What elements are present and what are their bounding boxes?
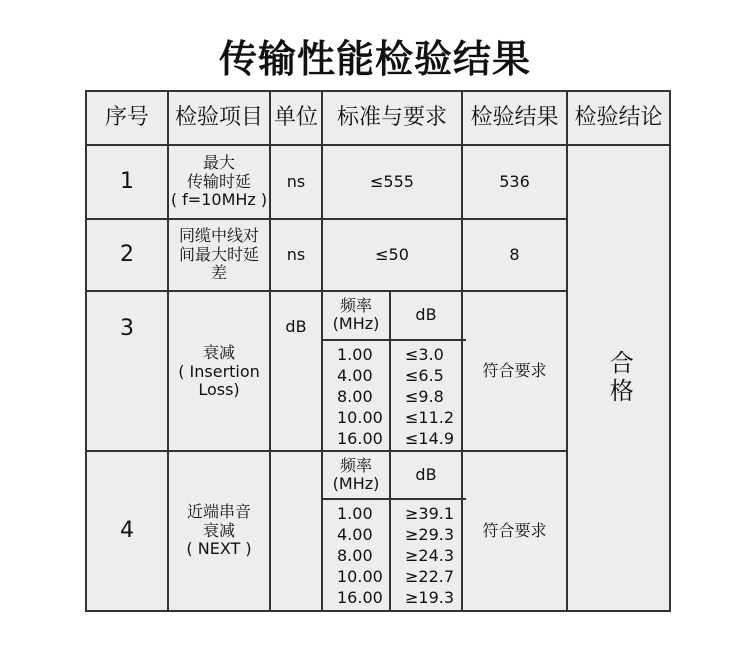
row1-item [169, 146, 269, 218]
freq-value: 4.00 [337, 525, 373, 544]
row1-no: 1 [120, 169, 134, 195]
conclusion-text: 合格 [605, 350, 634, 406]
freq-value: 10.00 [337, 407, 383, 427]
limit-value: ≤3.0 [405, 344, 444, 364]
limit-value: ≥39.1 [405, 504, 455, 523]
freq-value: 4.00 [337, 365, 373, 385]
freq-header-line: 频率 [339, 455, 372, 475]
grid-line [321, 339, 466, 341]
row3-limit-list [391, 342, 461, 450]
row2-item [169, 220, 269, 290]
test-results-table [85, 90, 671, 612]
limit-value: ≤6.5 [405, 365, 444, 385]
freq-value: 8.00 [337, 546, 373, 565]
row2-item-line: 差 [210, 263, 227, 283]
row3-item [169, 332, 269, 412]
row2-standard: ≤50 [375, 244, 409, 264]
row3-freq-header [323, 292, 389, 338]
limit-value: ≤14.9 [405, 428, 455, 448]
limit-value: ≤9.8 [405, 386, 444, 406]
header-unit: 单位 [273, 105, 318, 131]
row1-item-line: 最大 [202, 153, 235, 173]
row2-item-line: 同缆中线对 [178, 226, 259, 246]
freq-header-line: 频率 [339, 295, 372, 315]
row4-item-line: ( NEXT ) [186, 539, 252, 559]
row3-item-line: ( Insertion [178, 361, 260, 381]
row4-freq-list [323, 501, 389, 610]
row4-result: 符合要求 [482, 520, 547, 540]
header-conclusion: 检验结论 [574, 105, 663, 131]
row4-limit-list [391, 501, 461, 610]
freq-value: 10.00 [337, 567, 383, 586]
freq-value: 16.00 [337, 588, 383, 607]
row1-item-line: ( f=10MHz ) [170, 190, 268, 210]
freq-value: 1.00 [337, 504, 373, 523]
header-no: 序号 [104, 105, 149, 131]
limit-value: ≥22.7 [405, 567, 455, 586]
row1-result: 536 [499, 171, 530, 191]
row2-item-line: 间最大时延 [178, 244, 259, 264]
freq-header-line: (MHz) [332, 474, 380, 493]
limit-value: ≥29.3 [405, 525, 455, 544]
header-result: 检验结果 [470, 105, 559, 131]
grid-line [269, 92, 271, 610]
grid-line [566, 92, 568, 610]
grid-line [87, 290, 566, 292]
row1-item-line: 传输时延 [186, 171, 251, 191]
freq-header-line: (MHz) [332, 314, 380, 333]
row1-standard: ≤555 [370, 171, 414, 191]
row4-item-line: 近端串音 [186, 502, 251, 522]
freq-value: 1.00 [337, 344, 373, 364]
row3-unit: dB [285, 316, 307, 336]
row1-unit: ns [286, 171, 306, 191]
row3-freq-list [323, 342, 389, 450]
grid-line [87, 450, 566, 452]
header-item: 检验项目 [174, 105, 263, 131]
row4-db-header: dB [415, 464, 437, 484]
freq-value: 8.00 [337, 386, 373, 406]
row4-item [169, 452, 269, 610]
header-standard: 标准与要求 [336, 105, 447, 131]
row3-result: 符合要求 [482, 360, 547, 380]
grid-line [321, 92, 323, 292]
row3-item-line: 衰减 [202, 343, 235, 363]
grid-line [87, 218, 566, 220]
row4-no: 4 [120, 518, 134, 544]
grid-line [321, 498, 466, 500]
row2-result: 8 [509, 244, 520, 264]
row4-item-line: 衰减 [202, 520, 235, 540]
limit-value: ≤11.2 [405, 407, 455, 427]
grid-line [87, 144, 669, 146]
row3-db-header: dB [415, 304, 437, 324]
row3-no: 3 [120, 316, 134, 342]
freq-value: 16.00 [337, 428, 383, 448]
grid-line [167, 92, 169, 610]
page-title: 传输性能检验结果 [218, 37, 531, 81]
grid-line [461, 92, 463, 610]
conclusion-cell [568, 146, 669, 610]
limit-value: ≥19.3 [405, 588, 455, 607]
limit-value: ≥24.3 [405, 546, 455, 565]
row3-item-line: Loss) [198, 380, 240, 400]
row2-no: 2 [120, 242, 134, 268]
row2-unit: ns [286, 244, 306, 264]
row4-freq-header [323, 452, 389, 498]
